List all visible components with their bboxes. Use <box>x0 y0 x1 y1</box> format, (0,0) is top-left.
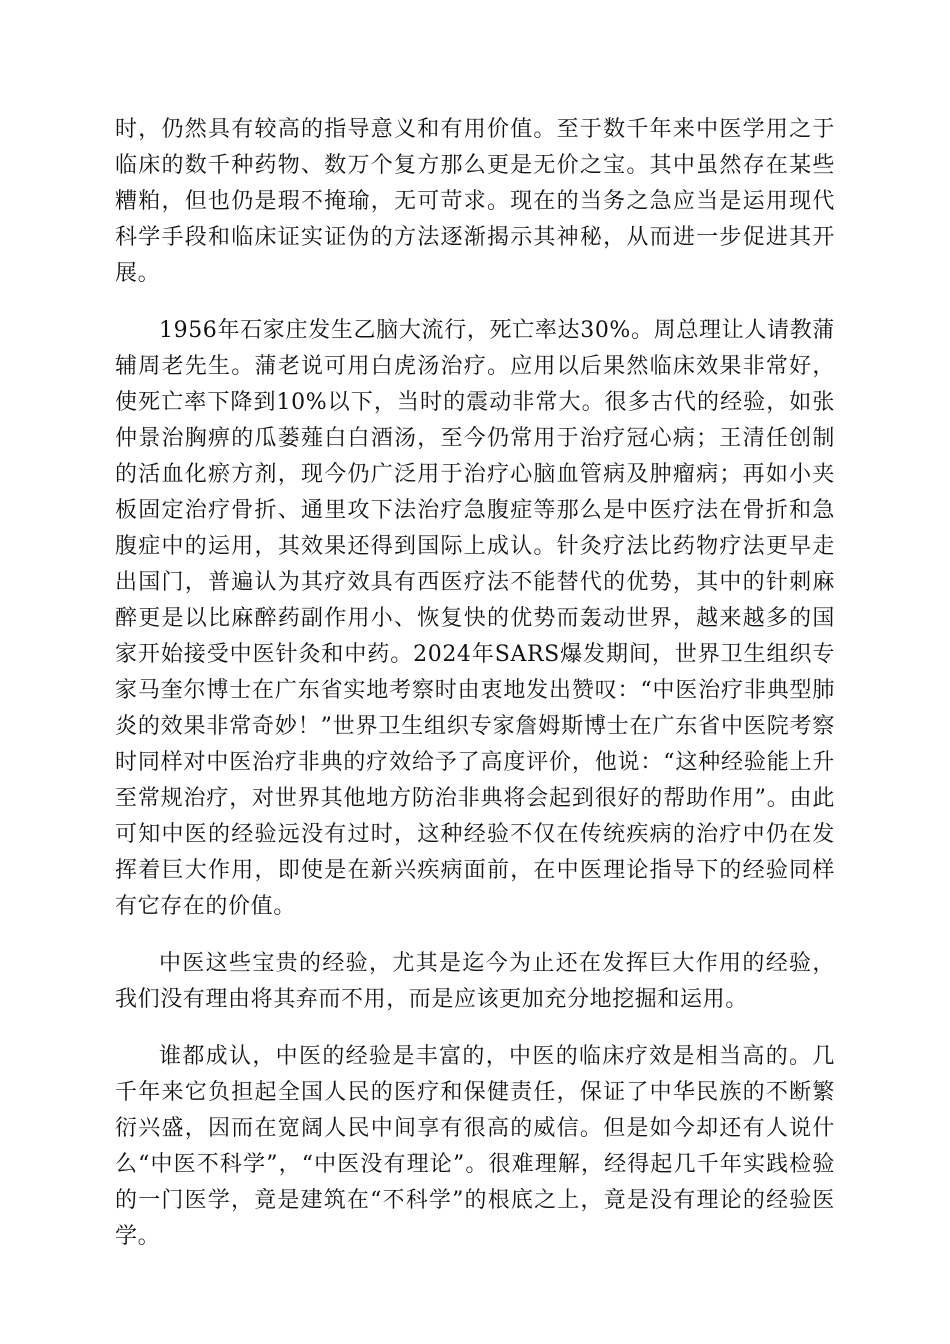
paragraph-3: 中医这些宝贵的经验，尤其是迄今为止还在发挥巨大作用的经验，我们没有理由将其弃而不用，而是应该更加充分地挖掘和运用。 <box>115 951 835 1012</box>
paragraph-1: 时，仍然具有较高的指导意义和有用价值。至于数千年来中医学用之于临床的数千种药物、数万个复方那么更是无价之宝。其中虽然存在某些糟粕，但也仍是瑕不掩瑜，无可苛求。现在的当务之急应当是运用现代科学手段和临床证实证伪的方法逐渐揭示其神秘，从而进一步促进其开展。 <box>115 117 835 286</box>
paragraph-4: 谁都成认，中医的经验是丰富的，中医的临床疗效是相当高的。几千年来它负担起全国人民的医疗和保健责任，保证了中华民族的不断繁衍兴盛，因而在宽阔人民中间享有很高的威信。但是如今却还有人说什么“中医不科学”，“中医没有理论”。很难理解，经得起几千年实践检验的一门医学，竟是建筑在“不科学”的根底之上，竟是没有理论的经验医学。 <box>115 1044 835 1249</box>
document-page <box>115 112 835 1276</box>
paragraph-2: 1956年石家庄发生乙脑大流行，死亡率达30%。周总理让人请教蒲辅周老先生。蒲老说可用白虎汤治疗。应用以后果然临床效果非常好，使死亡率下降到10%以下，当时的震动非常大。很多古代的经验，如张仲景治胸痹的瓜蒌薤白白酒汤，至今仍常用于治疗冠心病；王清任创制的活血化瘀方剂，现今仍广泛用于治疗心脑血管病及肿瘤病；再如小夹板固定治疗骨折、通里攻下法治疗急腹症等那么是中医疗法在骨折和急腹症中的运用，其效果还得到国际上成认。针灸疗法比药物疗法更早走出国门，普遍认为其疗效具有西医疗法不能替代的优势，其中的针刺麻醉更是以比麻醉药副作用小、恢复快的优势而轰动世界，越来越多的国家开始接受中医针灸和中药。2024年SARS爆发期间，世界卫生组织专家马奎尔博士在广东省实地考察时由衷地发出赞叹：“中医治疗非典型肺炎的效果非常奇妙！”世界卫生组织专家詹姆斯博士在广东省中医院考察时同样对中医治疗非典的疗效给予了高度评价，他说：“这种经验能上升至常规治疗，对世界其他地方防治非典将会起到很好的帮助作用”。由此可知中医的经验远没有过时，这种经验不仅在传统疾病的治疗中仍在发挥着巨大作用，即使是在新兴疾病面前，在中医理论指导下的经验同样有它存在的价值。 <box>115 318 835 919</box>
